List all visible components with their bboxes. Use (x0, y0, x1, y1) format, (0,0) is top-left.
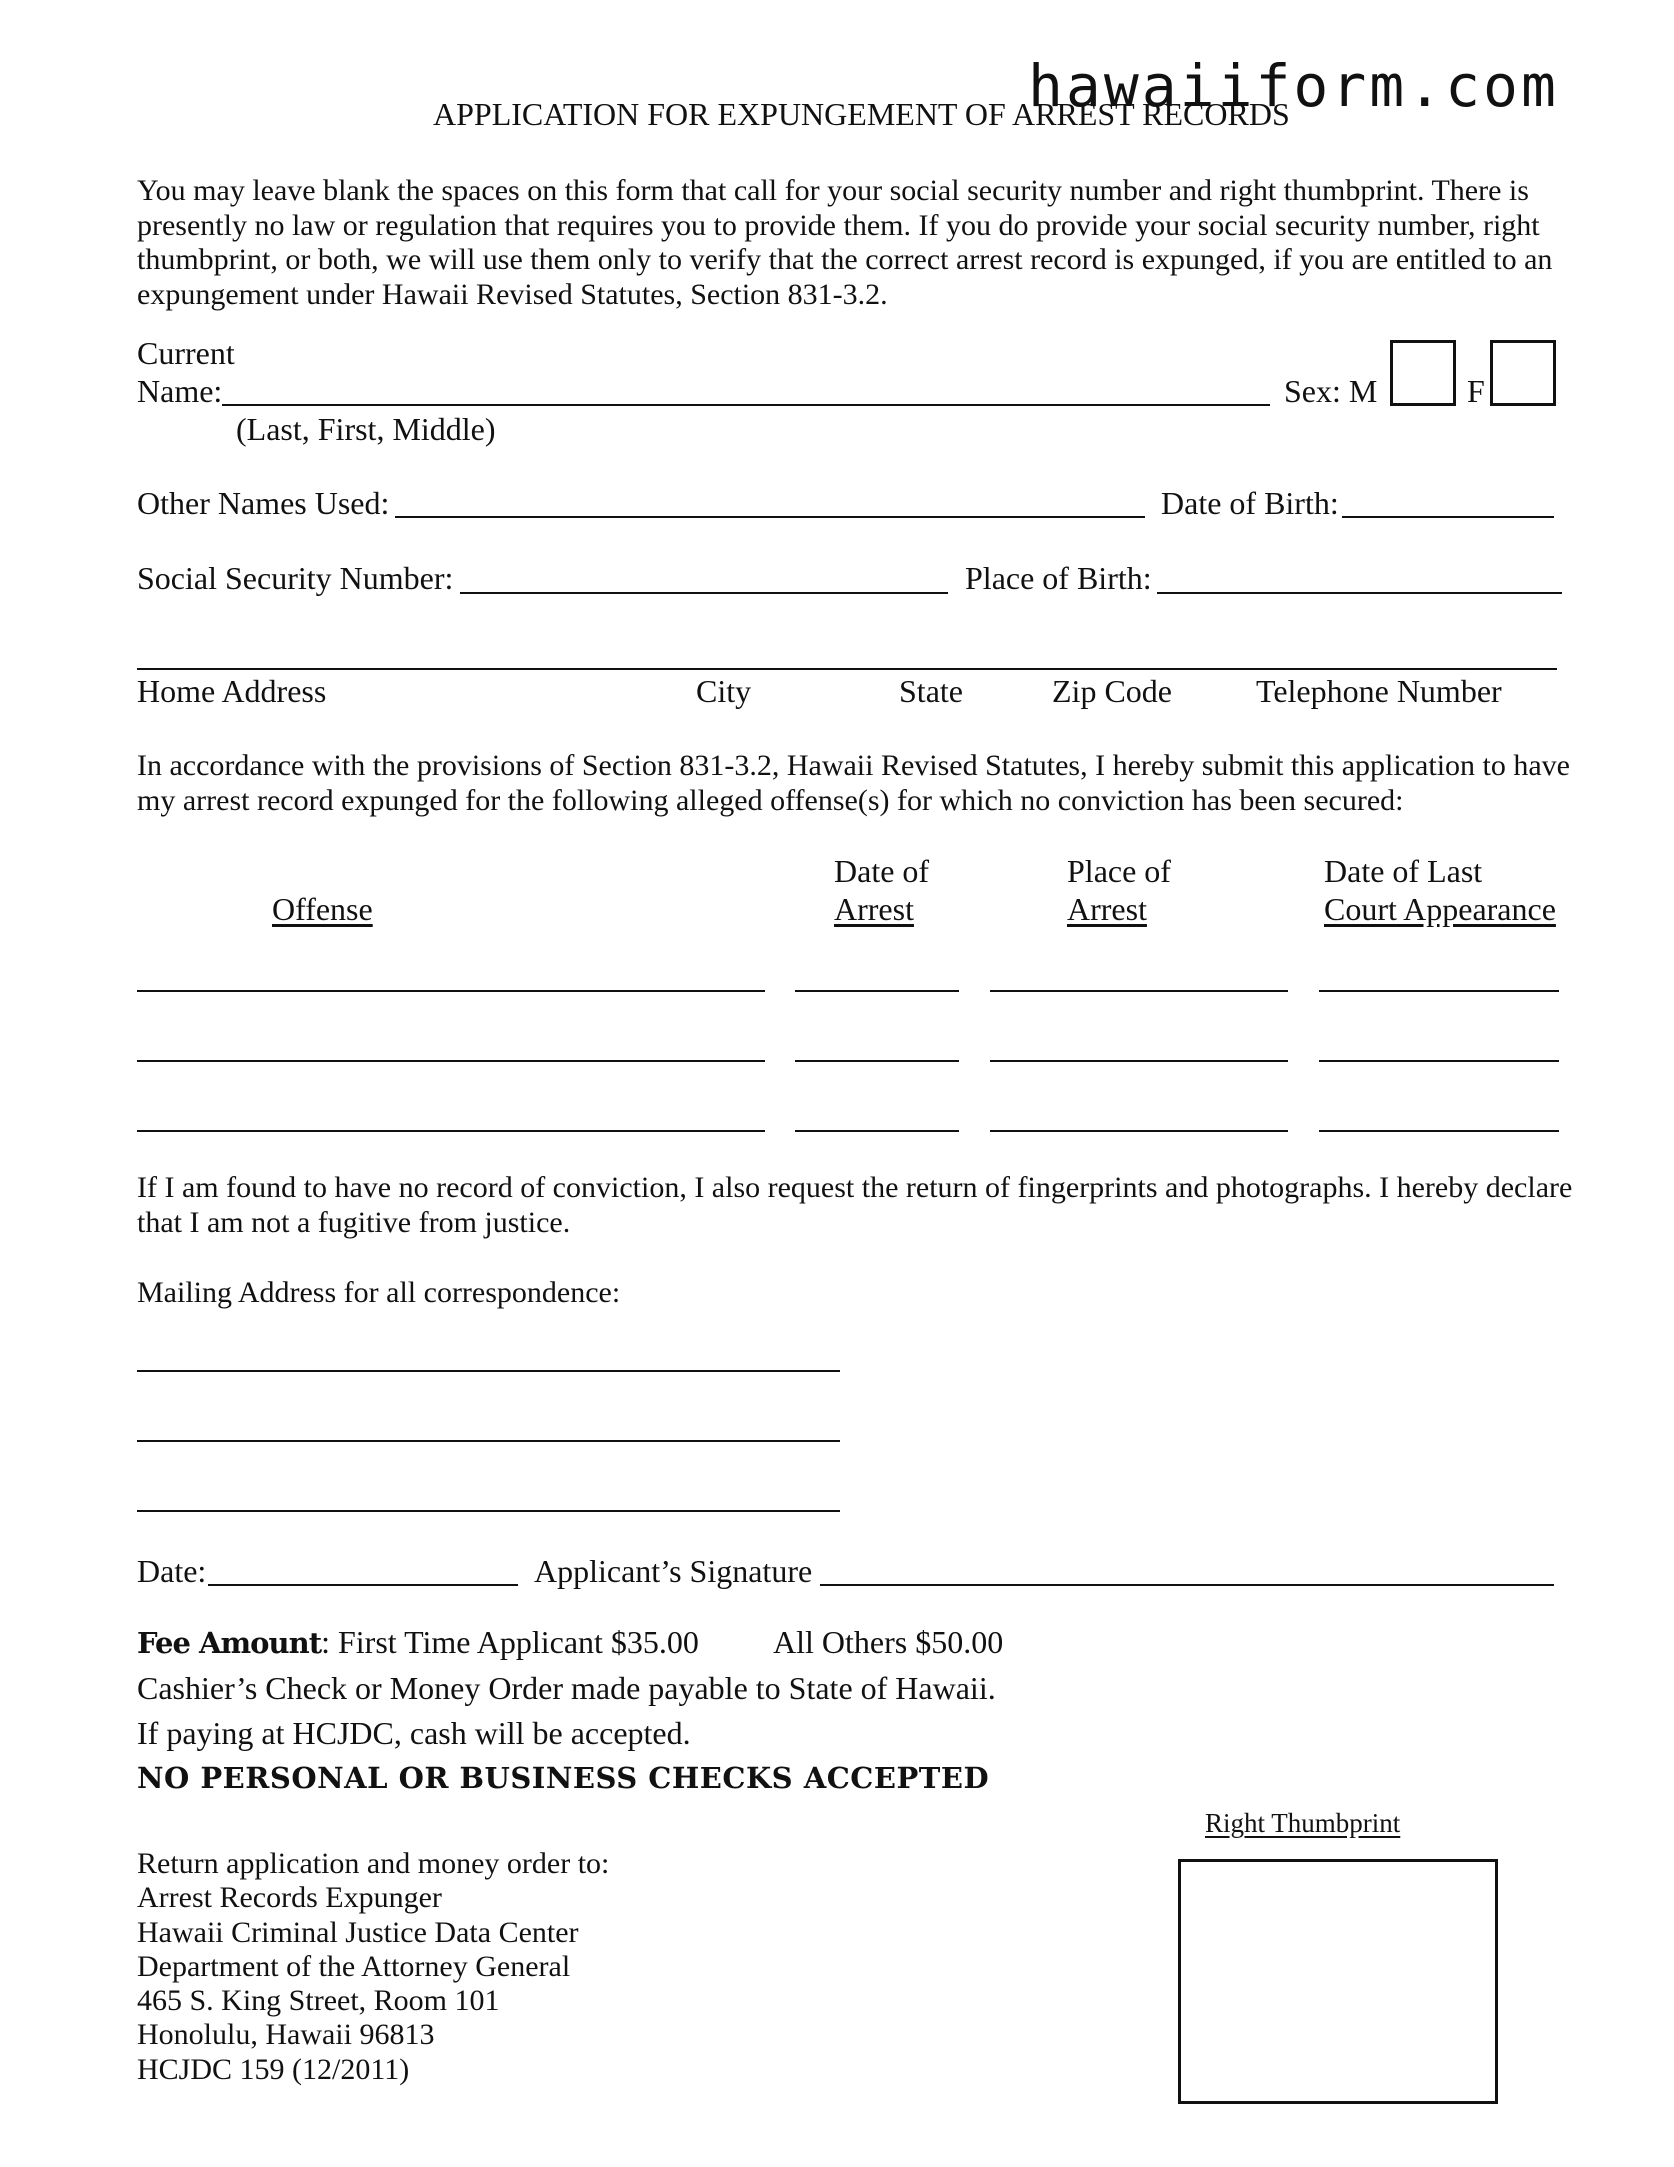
watermark-text: hawaiiform.com (1028, 52, 1559, 120)
form-title: APPLICATION FOR EXPUNGEMENT OF ARREST RECORDS (433, 96, 1290, 132)
date-of-arrest-header-1: Date of (834, 853, 930, 889)
mailing-address-line-1[interactable] (137, 1370, 840, 1372)
signature-field[interactable] (820, 1584, 1554, 1586)
fee-first-time: : First Time Applicant $35.00 (321, 1624, 699, 1660)
return-address-block (137, 1847, 609, 2087)
sex-m-checkbox[interactable] (1390, 340, 1456, 406)
mailing-address-label: Mailing Address for all correspondence: (137, 1276, 621, 1309)
date-of-arrest-field[interactable] (795, 1130, 959, 1132)
last-court-field[interactable] (1319, 1130, 1559, 1132)
dob-label: Date of Birth: (1161, 485, 1339, 521)
return-line: Arrest Records Expunger (137, 1881, 442, 1915)
signature-label: Applicant’s Signature (534, 1553, 813, 1589)
intro-paragraph: You may leave blank the spaces on this form that call for your social security number and right thumbprint. There is presently no law or regulation that requires you to provide them. If you do provide your social security number, right thumbprint, or both, we will use them only to verify that the correct arrest record is expunged, if you are entitled to an expungement under Hawaii Revised Statutes, Section 831-3.2. (137, 174, 1553, 311)
dob-field[interactable] (1342, 516, 1554, 518)
fee-cash-note: If paying at HCJDC, cash will be accepted. (137, 1715, 691, 1751)
telephone-label: Telephone Number (1256, 673, 1502, 709)
last-court-header-2: Court Appearance (1324, 891, 1556, 927)
return-line: Return application and money order to: (137, 1847, 610, 1880)
name-hint: (Last, First, Middle) (236, 411, 496, 447)
other-names-label: Other Names Used: (137, 485, 390, 521)
home-address-label: Home Address (137, 673, 327, 709)
thumbprint-label: Right Thumbprint (1205, 1808, 1401, 1838)
return-line: Hawaii Criminal Justice Data Center (137, 1915, 579, 1949)
offense-field[interactable] (137, 1130, 765, 1132)
fee-amount-label: Fee Amount (137, 1626, 322, 1660)
zip-label: Zip Code (1052, 673, 1172, 709)
fee-others: All Others $50.00 (773, 1624, 1004, 1660)
fee-payment-method: Cashier’s Check or Money Order made payable to State of Hawaii. (137, 1670, 996, 1706)
place-of-arrest-field[interactable] (990, 1130, 1288, 1132)
sex-f-label: F (1467, 373, 1485, 409)
mailing-address-line-3[interactable] (137, 1510, 840, 1512)
statement-paragraph: In accordance with the provisions of Section 831-3.2, Hawaii Revised Statutes, I hereby submit this application to have my arrest record expunged for the following alleged offense(s) for which no conviction has been secured: (137, 749, 1570, 817)
date-of-arrest-field[interactable] (795, 990, 959, 992)
declaration-paragraph: If I am found to have no record of conviction, I also request the return of fingerprints and photographs. I hereby declare that I am not a fugitive from justice. (137, 1171, 1573, 1239)
sex-f-checkbox[interactable] (1490, 340, 1556, 406)
return-line: 465 S. King Street, Room 101 (137, 1984, 500, 2018)
place-of-arrest-header-2: Arrest (1067, 891, 1147, 927)
last-court-field[interactable] (1319, 1060, 1559, 1062)
place-of-arrest-field[interactable] (990, 990, 1288, 992)
ssn-field[interactable] (460, 592, 948, 594)
no-checks-notice: NO PERSONAL OR BUSINESS CHECKS ACCEPTED (137, 1761, 990, 1795)
return-line: Honolulu, Hawaii 96813 (137, 2018, 435, 2052)
last-court-header-1: Date of Last (1324, 853, 1483, 889)
place-of-arrest-header-1: Place of (1067, 853, 1171, 889)
sex-label: Sex: M (1284, 373, 1378, 409)
form-code: HCJDC 159 (12/2011) (137, 2052, 410, 2086)
fee-line (137, 1624, 699, 1661)
date-field[interactable] (208, 1584, 518, 1586)
pob-field[interactable] (1157, 592, 1562, 594)
home-address-field[interactable] (137, 668, 1557, 670)
date-label: Date: (137, 1553, 207, 1589)
other-names-field[interactable] (395, 516, 1145, 518)
place-of-arrest-field[interactable] (990, 1060, 1288, 1062)
ssn-label: Social Security Number: (137, 560, 454, 596)
date-of-arrest-field[interactable] (795, 1060, 959, 1062)
state-label: State (899, 673, 963, 709)
last-court-field[interactable] (1319, 990, 1559, 992)
return-line: Department of the Attorney General (137, 1949, 571, 1983)
date-of-arrest-header-2: Arrest (834, 891, 914, 927)
mailing-address-line-2[interactable] (137, 1440, 840, 1442)
offense-field[interactable] (137, 990, 765, 992)
name-label: Name: (137, 373, 223, 409)
offense-header: Offense (272, 891, 373, 927)
city-label: City (696, 673, 752, 709)
offense-field[interactable] (137, 1060, 765, 1062)
current-label: Current (137, 335, 235, 371)
thumbprint-box[interactable] (1178, 1859, 1498, 2104)
pob-label: Place of Birth: (965, 560, 1152, 596)
name-field[interactable] (222, 404, 1270, 406)
